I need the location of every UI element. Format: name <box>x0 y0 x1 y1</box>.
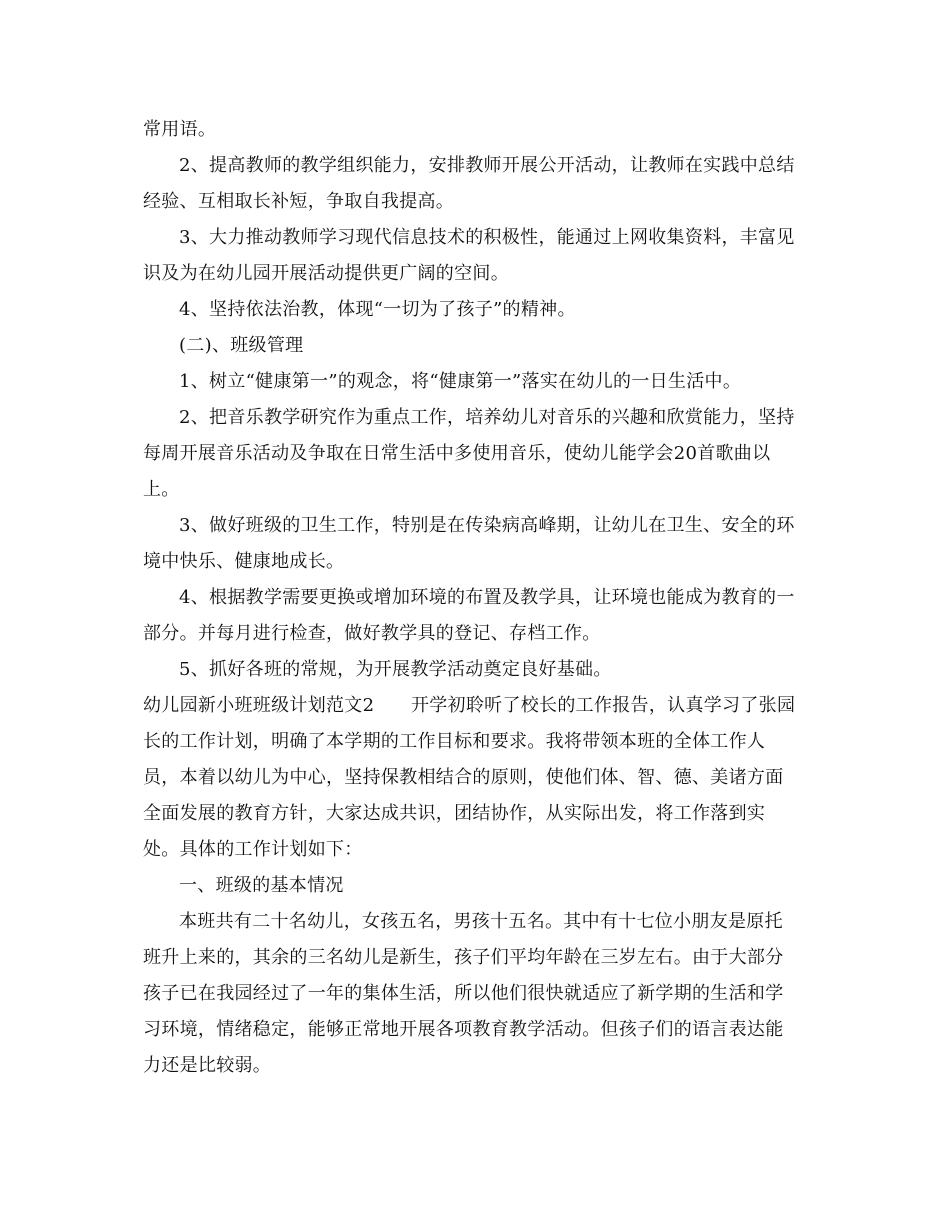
text-line: 3、做好班级的卫生工作，特别是在传染病高峰期，让幼儿在卫生、安全的环 <box>179 515 795 536</box>
text-line: 班升上来的，其余的三名幼儿是新生，孩子们平均年龄在三岁左右。由于大部分 <box>143 947 784 968</box>
text-line: 2、把音乐教学研究作为重点工作，培养幼儿对音乐的兴趣和欣赏能力，坚持 <box>179 407 795 428</box>
text-line: 3、大力推动教师学习现代信息技术的积极性，能通过上网收集资料，丰富见 <box>179 227 795 248</box>
text-line: 2、提高教师的教学组织能力，安排教师开展公开活动，让教师在实践中总结 <box>179 155 795 176</box>
text-line: 5、抓好各班的常规，为开展教学活动奠定良好基础。 <box>179 659 612 680</box>
text-line: 境中快乐、健康地成长。 <box>143 551 345 572</box>
text-line: 部分。并每月进行检查，做好教学具的登记、存档工作。 <box>143 623 601 644</box>
text-line: 习环境，情绪稳定，能够正常地开展各项教育教学活动。但孩子们的语言表达能 <box>143 1019 784 1040</box>
text-line: 上。 <box>143 479 180 500</box>
text-line: 经验、互相取长补短，争取自我提高。 <box>143 191 455 212</box>
text-line: 力还是比较弱。 <box>143 1055 272 1076</box>
document-body <box>143 112 808 1084</box>
text-line: 孩子已在我园经过了一年的集体生活，所以他们很快就适应了新学期的生活和学 <box>143 983 784 1004</box>
text-line: 每周开展音乐活动及争取在日常生活中多使用音乐，使幼儿能学会20首歌曲以 <box>143 443 771 464</box>
text-line: 长的工作计划，明确了本学期的工作目标和要求。我将带领本班的全体工作人 <box>143 731 766 752</box>
text-line: 常用语。 <box>143 119 217 140</box>
text-line: 全面发展的教育方针，大家达成共识，团结协作，从实际出发，将工作落到实 <box>143 803 766 824</box>
text-line: 员，本着以幼儿为中心，坚持保教相结合的原则，使他们体、智、德、美诸方面 <box>143 767 784 788</box>
section-heading: (二)、班级管理 <box>179 335 304 356</box>
text-line: 4、根据教学需要更换或增加环境的布置及教学具，让环境也能成为教育的一 <box>179 587 795 608</box>
text-line: 本班共有二十名幼儿，女孩五名，男孩十五名。其中有十七位小朋友是原托 <box>179 911 783 932</box>
text-line: 1、树立“健康第一”的观念，将“健康第一”落实在幼儿的一日生活中。 <box>179 371 742 392</box>
article-title-line: 幼儿园新小班班级计划范文2 开学初聆听了校长的工作报告，认真学习了张园 <box>143 695 796 716</box>
text-line: 4、坚持依法治教，体现“一切为了孩子”的精神。 <box>179 299 576 320</box>
text-line: 识及为在幼儿园开展活动提供更广阔的空间。 <box>143 263 509 284</box>
section-heading: 一、班级的基本情况 <box>179 875 344 896</box>
text-line: 处。具体的工作计划如下： <box>143 839 363 860</box>
